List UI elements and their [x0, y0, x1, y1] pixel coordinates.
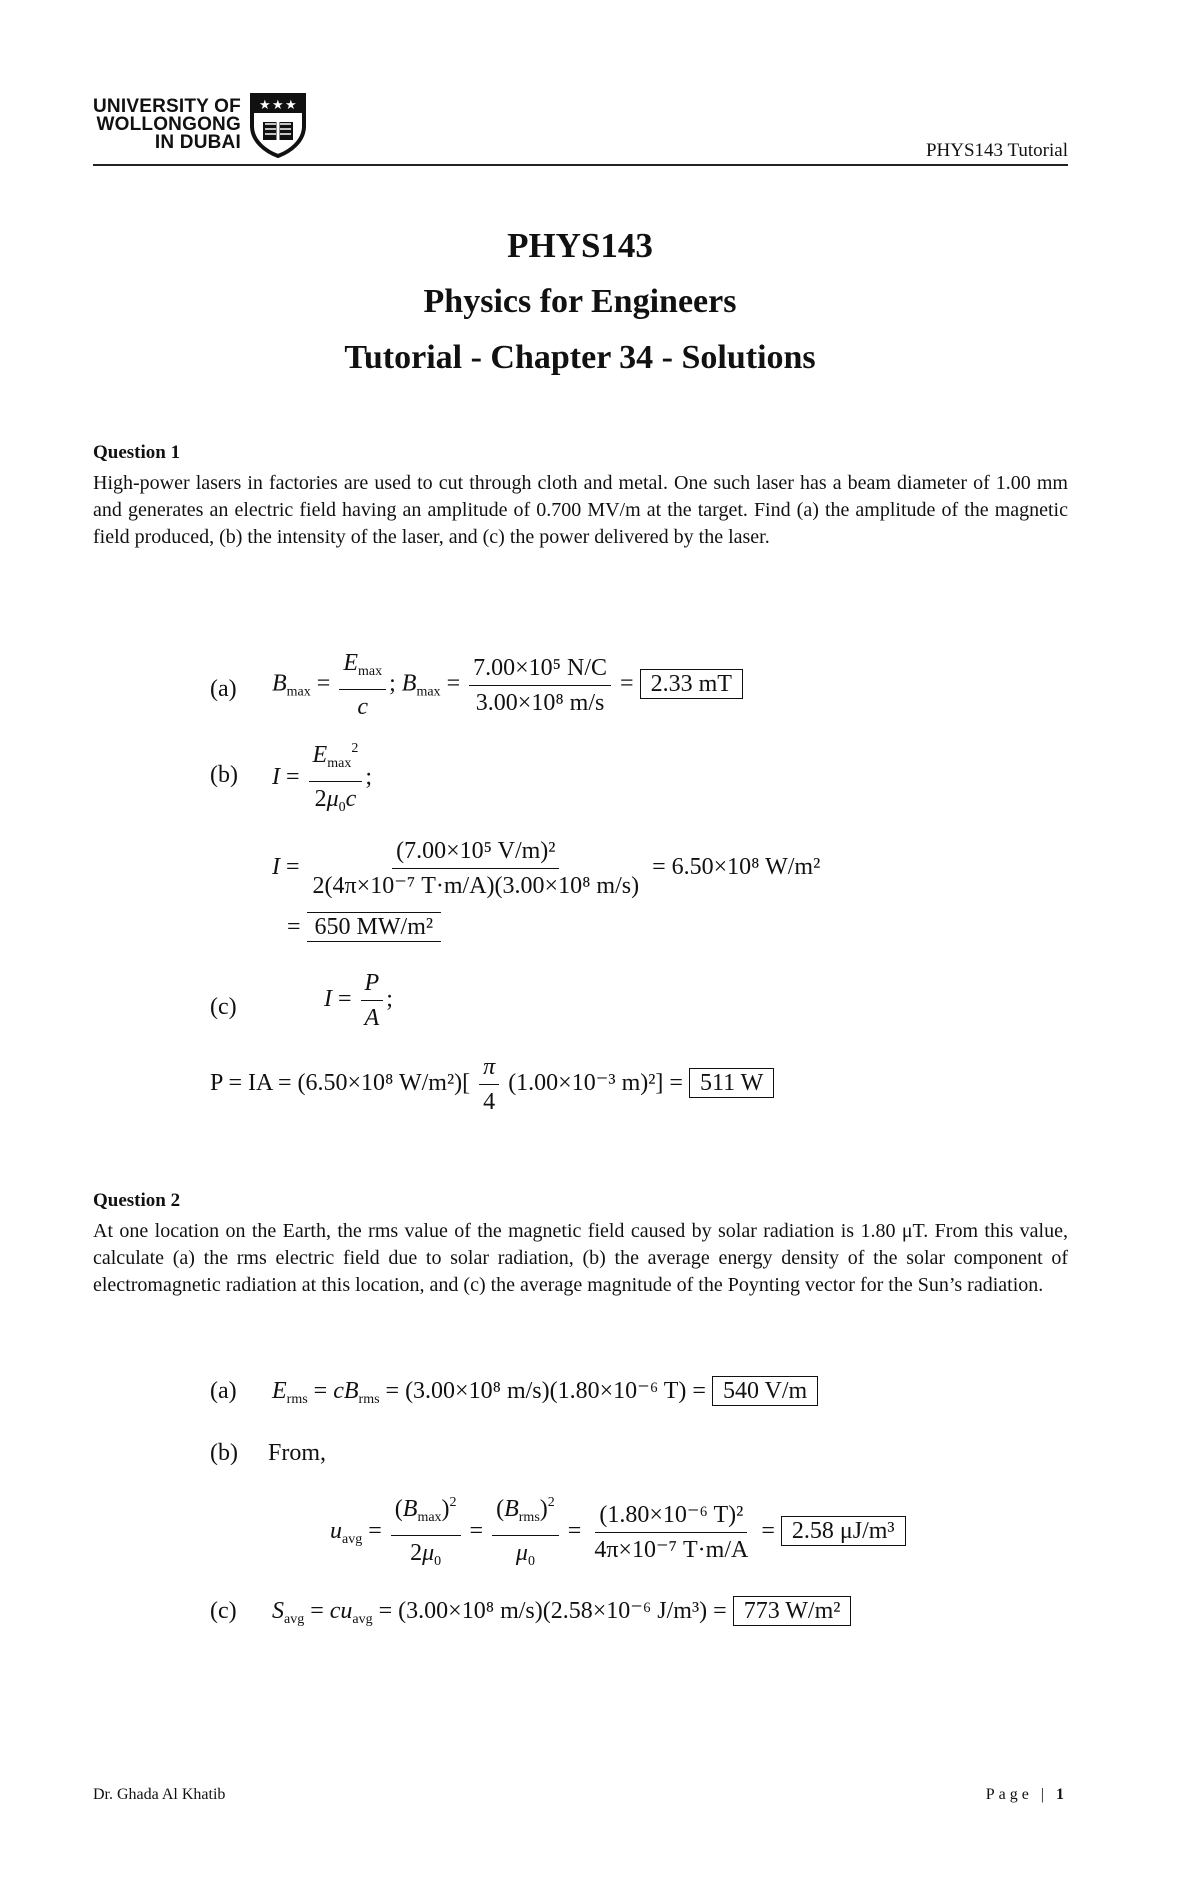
q1-part-c-formula: I = $\frac{P}{A}$ ;: [324, 970, 393, 1031]
q2-b-answer-box: 2.58 μJ/m³: [781, 1516, 906, 1546]
university-line-2: WOLLONGONG: [96, 114, 241, 135]
q1-c-answer-box: 511 W: [689, 1068, 774, 1098]
q1-a-numerator: 7.00×10⁵ N/C: [469, 653, 611, 686]
q1-b-numerator: (7.00×10⁵ V/m)²: [392, 836, 559, 869]
question-1-text: High-power lasers in factories are used to cut through cloth and metal. One such laser has a beam diameter of 1.00 mm and generates an electric field having an amplitude of 0.700 MV/m at the target. Find (a) the amplitude of the magnetic field produced, (b) the intensity of the laser, and (c) the power delivered by the laser.: [93, 472, 1068, 548]
q1-b-answer: 650 MW/m²: [307, 912, 442, 942]
q1-part-a-label: (a): [210, 676, 237, 702]
q1-part-b-label: (b): [210, 762, 238, 788]
footer-page-number: 1: [1056, 1786, 1068, 1803]
q2-part-b-equation: $u_{avg}$ = $\frac{(B_{max})^2}{2\mu_0}$ = $\frac{(B_{rms})^2}{\mu_0}$ = $\frac{\text{(1.80×10⁻⁶ T)²}}{\text{4π×10⁻⁷ T·m/A}}$ = 2.58 μJ/m³: [330, 1488, 906, 1577]
university-line-3: IN DUBAI: [154, 132, 241, 153]
q2-a-expression: = (3.00×10⁸ m/s)(1.80×10⁻⁶ T) =: [385, 1378, 706, 1404]
question-1-heading: Question 1: [93, 442, 181, 463]
q2-b-denominator: 4π×10⁻⁷ T·m/A: [594, 1537, 749, 1563]
q2-c-answer-box: 773 W/m²: [733, 1596, 852, 1626]
svg-text:★: ★: [284, 98, 297, 113]
university-logo: [93, 92, 307, 158]
university-name: [93, 98, 241, 152]
q1-a-denominator: 3.00×10⁸ m/s: [475, 689, 605, 716]
q2-a-answer-box: 540 V/m: [712, 1376, 818, 1406]
q1-part-a-equation: $B_{max}$ = $\frac{E_{max}}{c}$ ; $B_{max}$ = $\frac{\text{7.00×10⁵ N/C}}{\text{3.00×10⁸ m/s}}$ = 2.33 mT: [272, 648, 743, 722]
q1-part-b-formula: I = $\frac{E_{max}^2}{2\mu_0c}$ ;: [272, 734, 372, 823]
q1-a-answer-box: 2.33 mT: [640, 669, 743, 699]
title-block: [0, 218, 1160, 386]
question-2-text: At one location on the Earth, the rms value of the magnetic field caused by solar radiation is 1.80 μT. From this value, calculate (a) the rms electric field due to solar radiation, (b) the average energy density of the solar component of electromagnetic radiation at this location, and (c) the average magnitude of the Poynting vector for the Sun’s radiation.: [93, 1220, 1068, 1296]
tutorial-chapter: Tutorial - Chapter 34 - Solutions: [344, 339, 816, 376]
q2-part-c-label: (c): [210, 1598, 237, 1624]
q1-b-result: = 6.50×10⁸ W/m²: [652, 854, 821, 881]
question-2-heading: Question 2: [93, 1190, 181, 1211]
q1-c-expression: P = IA = (6.50×10⁸ W/m²)[: [210, 1070, 471, 1097]
course-code: PHYS143: [507, 226, 653, 265]
q1-part-b-answer-line: = 650 MW/m²: [287, 914, 441, 941]
university-line-1: UNIVERSITY OF: [93, 96, 241, 117]
course-subject: Physics for Engineers: [423, 283, 737, 320]
footer-page-label: Page: [985, 1786, 1033, 1803]
q1-part-c-equation: P = IA = (6.50×10⁸ W/m²)[ $\frac{\pi}{4}$ (1.00×10⁻³ m)²] = 511 W: [210, 1052, 774, 1117]
q2-part-a-equation: $E_{rms} = cB_{rms} = (3.00\times 10^8$ m/s)(1.80×10⁻⁶ T) = 540 V/m: [272, 1376, 818, 1408]
q2-part-a-label: (a): [210, 1378, 237, 1404]
footer-page-indicator: Page | 1: [985, 1786, 1068, 1803]
q1-part-c-label: (c): [210, 994, 237, 1020]
q2-b-numerator: (1.80×10⁻⁶ T)²: [595, 1500, 747, 1533]
q1-b-denominator: 2(4π×10⁻⁷ T·m/A)(3.00×10⁸ m/s): [312, 873, 640, 899]
q2-part-b-label: (b): [210, 1440, 238, 1466]
svg-text:★: ★: [258, 98, 271, 113]
q2-c-expression: = (3.00×10⁸ m/s)(2.58×10⁻⁶ J/m³) =: [378, 1598, 727, 1624]
q1-part-b-equation: I = $\frac{\text{(7.00×10⁵ V/m)²}}{\text{2(4π×10⁻⁷ T·m/A)(3.00×10⁸ m/s)}}$ = 6.50×10⁸ W/m²: [272, 838, 821, 899]
q1-c-expression-2: (1.00×10⁻³ m)²] =: [508, 1070, 683, 1097]
header-divider: [93, 164, 1068, 166]
svg-text:★: ★: [271, 98, 284, 113]
q2-part-b-from: From,: [268, 1440, 327, 1466]
shield-crest-icon: [249, 92, 307, 158]
footer-author: Dr. Ghada Al Khatib: [93, 1786, 226, 1803]
q2-part-c-equation: $S_{avg} = cu_{avg} = (3.00\times 10^8$ m/s)(2.58×10⁻⁶ J/m³) = 773 W/m²: [272, 1596, 851, 1628]
header-course-tag: PHYS143 Tutorial: [925, 140, 1068, 161]
